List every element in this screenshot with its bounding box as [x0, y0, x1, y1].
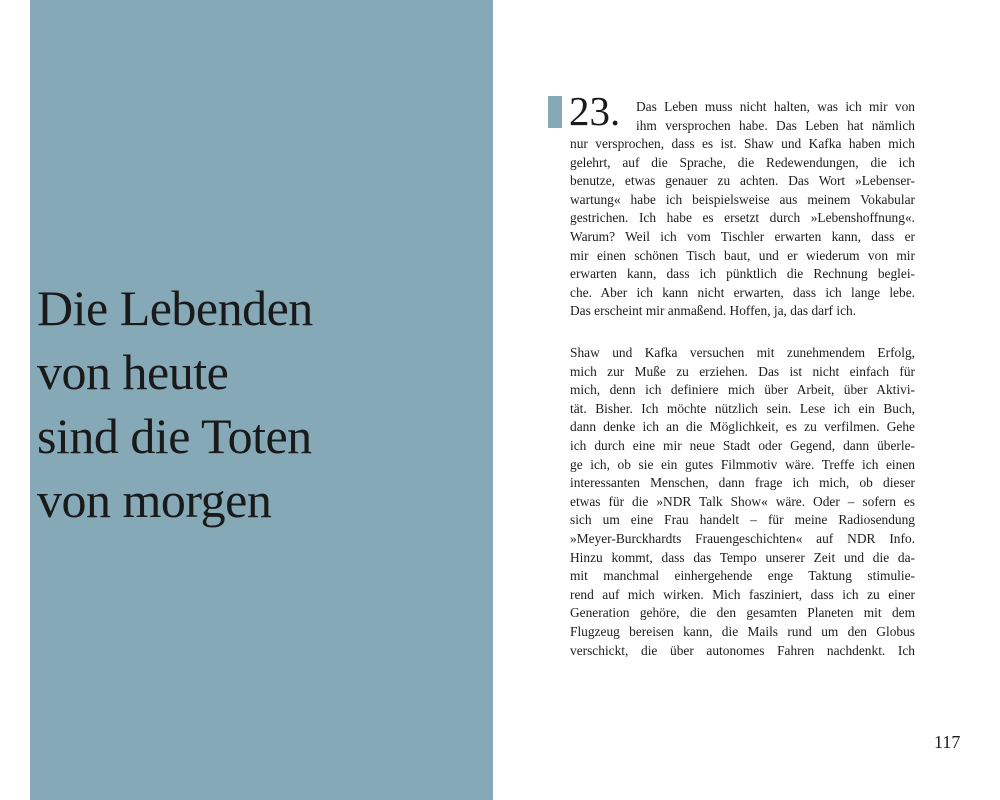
paragraph-1-intro	[636, 98, 915, 135]
text-line: Generation gehöre, die den gesamten Planeten mit dem	[570, 605, 915, 621]
text-line: tät. Bisher. Ich möchte nützlich sein. Lese ich ein Buch,	[570, 400, 915, 416]
text-line: etwas für die »NDR Talk Show« wäre. Oder – sofern es	[570, 493, 915, 509]
text-line: benutze, etwas genauer zu achten. Das Wort »Lebenser-	[570, 173, 915, 189]
text-line: Flugzeug bereisen kann, die Mails rund um den Globus	[570, 623, 915, 639]
headline-line: sind die Toten	[37, 408, 312, 464]
text-line: sich um eine Frau handelt – für meine Radiosendung	[570, 512, 915, 528]
text-line: ge ich, ob sie ein gutes Filmmotiv wäre. Treffe ich einen	[570, 456, 915, 472]
text-line: ihm versprochen habe. Das Leben hat nämlich	[636, 117, 915, 133]
text-line: Hinzu kommt, dass das Tempo unserer Zeit und die da-	[570, 549, 915, 565]
chapter-number: 23.	[569, 88, 621, 134]
text-line: mit manchmal einhergehende enge Taktung stimulie-	[570, 568, 915, 584]
text-line: nur versprochen, dass es ist. Shaw und Kafka haben mich	[570, 136, 915, 151]
chapter-marker-bar	[548, 96, 562, 128]
text-line: erwarten kann, dass ich pünktlich die Rechnung beglei-	[570, 266, 915, 282]
text-line: Das Leben muss nicht halten, was ich mir von	[636, 99, 915, 114]
text-line: gestrichen. Ich habe es ersetzt durch »Lebenshoffnung«.	[570, 210, 915, 226]
text-line: Das erscheint mir anmaßend. Hoffen, ja, das darf ich.	[570, 303, 857, 319]
text-line: mich zur Muße zu erziehen. Das ist nicht einfach für	[570, 363, 915, 379]
text-line: Shaw und Kafka versuchen mit zunehmendem Erfolg,	[570, 345, 915, 360]
page-number: 117	[934, 732, 961, 752]
text-line: interessanten Menschen, dann frage ich mich, ob dieser	[570, 475, 915, 491]
text-line: mir einen schönen Tisch baut, und er wiederum von mir	[570, 247, 915, 263]
text-line: mich, denn ich definiere mich über Arbeit, über Aktivi-	[570, 382, 915, 398]
chapter-headline	[37, 276, 477, 532]
headline-line: Die Lebenden	[37, 280, 313, 336]
text-line: rend auf mich wirken. Mich fasziniert, dass ich zu einer	[570, 586, 915, 602]
left-page-color-panel	[30, 0, 493, 800]
text-line: ich durch eine mir neue Stadt oder Gegend, dann überle-	[570, 437, 915, 453]
text-line: Warum? Weil ich vom Tischler erwarten kann, dass er	[570, 228, 915, 244]
text-line: che. Aber ich kann nicht erwarten, dass ich lange lebe.	[570, 284, 915, 300]
text-line: gelehrt, auf die Sprache, die Redewendungen, die ich	[570, 154, 915, 170]
text-line: dann denke ich an die Möglichkeit, es zu verfilmen. Gehe	[570, 419, 915, 435]
paragraph-2	[570, 344, 915, 660]
headline-line: von morgen	[37, 472, 272, 528]
paragraph-1	[570, 135, 915, 321]
text-line: verschickt, die über autonomes Fahren nachdenkt. Ich	[570, 642, 915, 658]
text-line: wartung« habe ich beispielsweise aus meinem Vokabular	[570, 191, 915, 207]
text-line: »Meyer-Burckhardts Frauengeschichten« auf NDR Info.	[570, 530, 915, 546]
headline-line: von heute	[37, 344, 229, 400]
